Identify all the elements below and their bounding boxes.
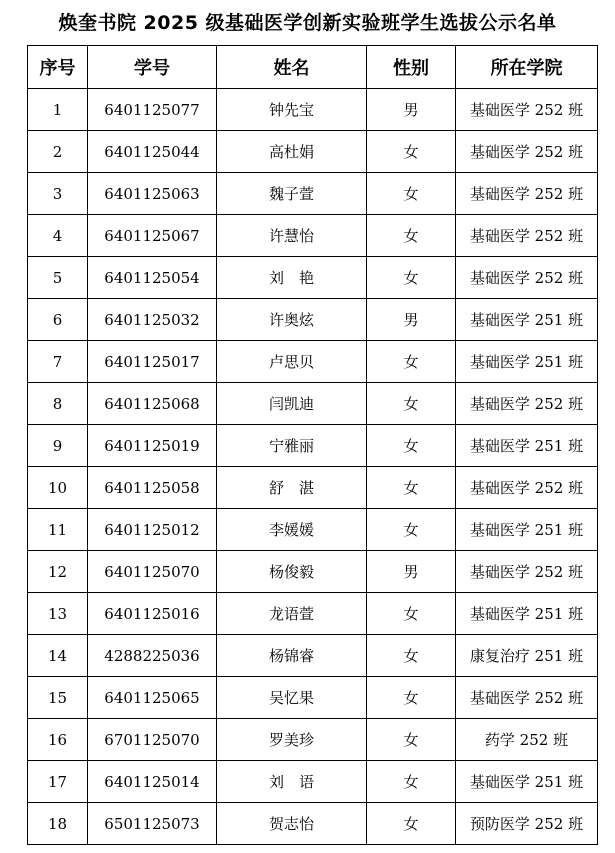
cell-name: 贺志怡 — [217, 803, 367, 845]
cell-name: 许奥炫 — [217, 299, 367, 341]
table-row — [28, 341, 598, 383]
table-row — [28, 131, 598, 173]
roster-table — [27, 45, 598, 845]
cell-name: 龙语萱 — [217, 593, 367, 635]
cell-student-id: 6401125012 — [88, 509, 217, 551]
header-gender: 性别 — [367, 46, 456, 89]
cell-college: 基础医学 251 班 — [456, 509, 598, 551]
cell-name: 钟先宝 — [217, 89, 367, 131]
cell-index: 14 — [28, 635, 88, 677]
table-row — [28, 635, 598, 677]
cell-gender: 女 — [367, 635, 456, 677]
header-student-id: 学号 — [88, 46, 217, 89]
cell-gender: 女 — [367, 509, 456, 551]
cell-index: 5 — [28, 257, 88, 299]
cell-college: 基础医学 252 班 — [456, 257, 598, 299]
cell-gender: 男 — [367, 299, 456, 341]
cell-name: 闫凯迪 — [217, 383, 367, 425]
table-row — [28, 383, 598, 425]
cell-name: 刘 语 — [217, 761, 367, 803]
cell-college: 基础医学 252 班 — [456, 173, 598, 215]
cell-college: 基础医学 252 班 — [456, 131, 598, 173]
header-college: 所在学院 — [456, 46, 598, 89]
cell-name: 刘 艳 — [217, 257, 367, 299]
cell-student-id: 6401125058 — [88, 467, 217, 509]
table-row — [28, 425, 598, 467]
cell-gender: 女 — [367, 215, 456, 257]
cell-gender: 女 — [367, 803, 456, 845]
cell-index: 3 — [28, 173, 88, 215]
cell-name: 魏子萱 — [217, 173, 367, 215]
cell-student-id: 6401125016 — [88, 593, 217, 635]
table-row — [28, 803, 598, 845]
cell-student-id: 6401125065 — [88, 677, 217, 719]
table-row — [28, 551, 598, 593]
cell-student-id: 6401125067 — [88, 215, 217, 257]
table-row — [28, 761, 598, 803]
cell-name: 李媛媛 — [217, 509, 367, 551]
table-row — [28, 719, 598, 761]
cell-college: 药学 252 班 — [456, 719, 598, 761]
cell-name: 宁雅丽 — [217, 425, 367, 467]
cell-gender: 女 — [367, 257, 456, 299]
cell-name: 舒 湛 — [217, 467, 367, 509]
cell-college: 基础医学 251 班 — [456, 593, 598, 635]
cell-college: 基础医学 251 班 — [456, 341, 598, 383]
table-row — [28, 89, 598, 131]
cell-gender: 女 — [367, 425, 456, 467]
cell-student-id: 6701125070 — [88, 719, 217, 761]
cell-student-id: 6401125019 — [88, 425, 217, 467]
cell-college: 基础医学 251 班 — [456, 425, 598, 467]
document-title: 焕奎书院 2025 级基础医学创新实验班学生选拔公示名单 — [58, 12, 557, 34]
cell-student-id: 6401125044 — [88, 131, 217, 173]
cell-gender: 女 — [367, 131, 456, 173]
cell-gender: 女 — [367, 761, 456, 803]
cell-college: 基础医学 252 班 — [456, 677, 598, 719]
cell-student-id: 6401125054 — [88, 257, 217, 299]
cell-college: 基础医学 252 班 — [456, 215, 598, 257]
cell-index: 2 — [28, 131, 88, 173]
cell-index: 7 — [28, 341, 88, 383]
header-name: 姓名 — [217, 46, 367, 89]
cell-index: 4 — [28, 215, 88, 257]
cell-name: 杨俊毅 — [217, 551, 367, 593]
cell-student-id: 6401125063 — [88, 173, 217, 215]
cell-student-id: 6501125073 — [88, 803, 217, 845]
cell-college: 基础医学 252 班 — [456, 383, 598, 425]
cell-index: 10 — [28, 467, 88, 509]
cell-index: 15 — [28, 677, 88, 719]
cell-gender: 女 — [367, 593, 456, 635]
table-body — [28, 89, 598, 845]
table-row — [28, 257, 598, 299]
table-header — [28, 46, 598, 89]
cell-college: 基础医学 251 班 — [456, 761, 598, 803]
cell-name: 杨锦睿 — [217, 635, 367, 677]
cell-index: 6 — [28, 299, 88, 341]
cell-index: 1 — [28, 89, 88, 131]
cell-student-id: 6401125017 — [88, 341, 217, 383]
table-row — [28, 215, 598, 257]
table-row — [28, 677, 598, 719]
table-row — [28, 509, 598, 551]
cell-name: 罗美珍 — [217, 719, 367, 761]
cell-name: 吴忆果 — [217, 677, 367, 719]
cell-name: 许慧怡 — [217, 215, 367, 257]
cell-student-id: 6401125077 — [88, 89, 217, 131]
cell-gender: 男 — [367, 89, 456, 131]
cell-student-id: 6401125032 — [88, 299, 217, 341]
cell-college: 基础医学 252 班 — [456, 551, 598, 593]
cell-gender: 女 — [367, 677, 456, 719]
cell-college: 预防医学 252 班 — [456, 803, 598, 845]
cell-index: 9 — [28, 425, 88, 467]
table-row — [28, 593, 598, 635]
cell-gender: 女 — [367, 719, 456, 761]
header-row — [28, 46, 598, 89]
cell-college: 康复治疗 251 班 — [456, 635, 598, 677]
table-row — [28, 467, 598, 509]
cell-gender: 男 — [367, 551, 456, 593]
cell-index: 18 — [28, 803, 88, 845]
cell-gender: 女 — [367, 383, 456, 425]
cell-college: 基础医学 252 班 — [456, 89, 598, 131]
table-row — [28, 299, 598, 341]
cell-college: 基础医学 251 班 — [456, 299, 598, 341]
cell-student-id: 6401125070 — [88, 551, 217, 593]
table-row — [28, 173, 598, 215]
cell-student-id: 4288225036 — [88, 635, 217, 677]
cell-name: 高杜娟 — [217, 131, 367, 173]
cell-index: 16 — [28, 719, 88, 761]
cell-gender: 女 — [367, 341, 456, 383]
cell-college: 基础医学 252 班 — [456, 467, 598, 509]
cell-index: 8 — [28, 383, 88, 425]
cell-gender: 女 — [367, 467, 456, 509]
cell-index: 17 — [28, 761, 88, 803]
cell-student-id: 6401125014 — [88, 761, 217, 803]
cell-index: 12 — [28, 551, 88, 593]
cell-index: 11 — [28, 509, 88, 551]
cell-name: 卢思贝 — [217, 341, 367, 383]
cell-gender: 女 — [367, 173, 456, 215]
cell-student-id: 6401125068 — [88, 383, 217, 425]
header-index: 序号 — [28, 46, 88, 89]
cell-index: 13 — [28, 593, 88, 635]
